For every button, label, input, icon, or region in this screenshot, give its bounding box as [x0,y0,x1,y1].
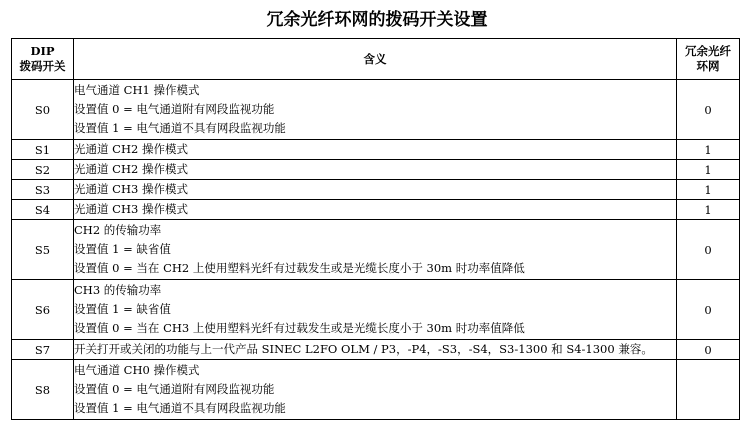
header-meaning: 含义 [74,39,677,80]
value-cell: 0 [677,220,740,280]
meaning-line: CH2 的传输功率 [74,223,162,237]
value-cell: 1 [677,140,740,160]
meaning-cell [74,80,677,140]
switch-cell: S2 [12,160,74,180]
switch-cell: S7 [12,340,74,360]
meaning-line: 设置值 0 = 当在 CH3 上使用塑料光纤有过载发生或是光缆长度小于 30m 时功率值降低 [74,321,525,335]
meaning-line: 设置值 0 = 电气通道附有网段监视功能 [74,382,275,396]
value-cell: 0 [677,340,740,360]
meaning-line: CH3 的传输功率 [74,283,162,297]
table-row-s4 [12,200,740,220]
meaning-cell [74,160,677,180]
meaning-line: 开关打开或关闭的功能与上一代产品 SINEC L2FO OLM / P3，-P4，-S3，-S4，S3-1300 和 S4-1300 兼容。 [74,342,653,356]
switch-cell: S0 [12,80,74,140]
meaning-cell [74,200,677,220]
value-cell: 1 [677,160,740,180]
meaning-line: 光通道 CH2 操作模式 [74,142,188,156]
meaning-line: 光通道 CH3 操作模式 [74,202,188,216]
header-value-line-2: 环网 [696,59,720,73]
table-row-s8 [12,360,740,420]
meaning-cell [74,360,677,420]
document-title: 冗余光纤环网的拨码开关设置 [266,10,488,30]
header-dip-line-1: DIP [30,44,55,58]
meaning-line: 设置值 1 = 电气通道不具有网段监视功能 [74,401,286,415]
header-dip-switch [12,39,74,80]
header-redundant-ring [677,39,740,80]
meaning-cell [74,280,677,340]
meaning-cell [74,180,677,200]
meaning-line: 设置值 1 = 缺省值 [74,302,171,316]
meaning-cell [74,220,677,280]
dip-switch-table [11,38,740,420]
value-cell: 1 [677,180,740,200]
switch-cell: S6 [12,280,74,340]
meaning-line: 电气通道 CH0 操作模式 [74,363,200,377]
meaning-line: 光通道 CH3 操作模式 [74,182,188,196]
value-cell: 0 [677,280,740,340]
switch-cell: S3 [12,180,74,200]
table-header-row [12,39,740,80]
meaning-line: 光通道 CH2 操作模式 [74,162,188,176]
meaning-line: 电气通道 CH1 操作模式 [74,83,200,97]
meaning-line: 设置值 0 = 电气通道附有网段监视功能 [74,102,275,116]
switch-cell: S5 [12,220,74,280]
header-value-line-1: 冗余光纤 [685,44,731,58]
table-row-s1 [12,140,740,160]
value-cell [677,360,740,420]
table-row-s6 [12,280,740,340]
header-dip-line-2: 拨码开关 [19,59,66,73]
meaning-cell [74,340,677,360]
switch-cell: S1 [12,140,74,160]
table-row-s0 [12,80,740,140]
switch-cell: S8 [12,360,74,420]
meaning-cell [74,140,677,160]
table-row-s5 [12,220,740,280]
meaning-line: 设置值 1 = 缺省值 [74,242,171,256]
table-row-s2 [12,160,740,180]
switch-cell: S4 [12,200,74,220]
value-cell: 0 [677,80,740,140]
table-row-s3 [12,180,740,200]
table-row-s7 [12,340,740,360]
meaning-line: 设置值 0 = 当在 CH2 上使用塑料光纤有过载发生或是光缆长度小于 30m 时功率值降低 [74,261,525,275]
value-cell: 1 [677,200,740,220]
meaning-line: 设置值 1 = 电气通道不具有网段监视功能 [74,121,286,135]
